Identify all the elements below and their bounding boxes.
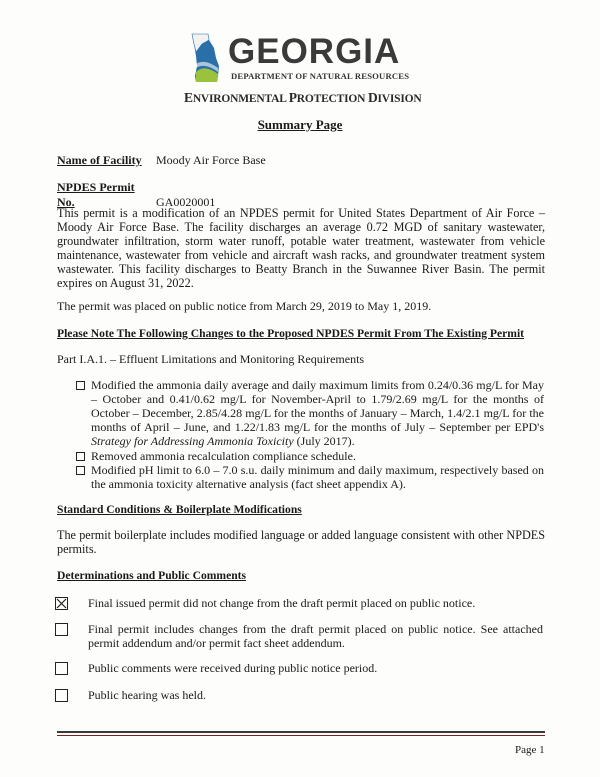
standard-heading: Standard Conditions & Boilerplate Modifications (57, 503, 302, 516)
determination-text: Final permit includes changes from the draft permit placed on public notice. See attached permit addendum and/or permit fact sheet addendum. (88, 622, 543, 650)
department-name: DEPARTMENT OF NATURAL RESOURCES (231, 71, 410, 81)
bullet-box-icon (76, 381, 85, 390)
standard-text: The permit boilerplate includes modified language or added language consistent with other NPDES permits. (57, 528, 545, 556)
bullet-box-icon (76, 466, 85, 475)
determination-text: Public comments were received during public notice period. (88, 661, 378, 675)
division-name: ENVIRONMENTAL PROTECTION DIVISION (184, 90, 422, 105)
permit-label: NPDES Permit No. (57, 180, 135, 209)
checkbox[interactable] (55, 623, 68, 636)
public-notice-text: The permit was placed on public notice from March 29, 2019 to May 1, 2019. (57, 299, 432, 313)
checked-checkbox[interactable] (55, 597, 68, 610)
page-title: Summary Page (257, 117, 343, 132)
changes-heading: Please Note The Following Changes to the Proposed NPDES Permit From The Existing Permit (57, 327, 525, 340)
change-item: Removed ammonia recalculation compliance schedule. (76, 449, 544, 463)
facility-label: Name of Facility (57, 153, 142, 167)
footer-rule-accent (57, 735, 545, 736)
checkbox[interactable] (55, 689, 68, 702)
determination-text: Final issued permit did not change from the draft permit placed on public notice. (88, 596, 476, 610)
determination-text: Public hearing was held. (88, 688, 206, 702)
footer-rule (57, 731, 545, 733)
change-item: Modified pH limit to 6.0 – 7.0 s.u. daily minimum and daily maximum, respectively based on the ammonia toxicity alternative analysis (fact sheet appendix A). (76, 463, 544, 491)
facility-value: Moody Air Force Base (156, 153, 266, 167)
georgia-state-logo (186, 32, 222, 84)
checkbox[interactable] (55, 662, 68, 675)
org-name: GEORGIA (228, 32, 401, 71)
part-label: Part I.A.1. – Effluent Limitations and Monitoring Requirements (57, 352, 365, 366)
bullet-box-icon (76, 452, 85, 461)
permit-value: GA0020001 (156, 195, 216, 209)
page-number: Page 1 (515, 744, 545, 756)
x-mark-icon (56, 598, 67, 609)
determinations-heading: Determinations and Public Comments (57, 569, 247, 582)
facility-field (57, 153, 266, 168)
intro-paragraph: This permit is a modification of an NPDES permit for United States Department of Air Force – Moody Air Force Base. The facility discharges an average 0.72 MGD of sanitary wastewater, groundwater infiltration, storm water runoff, potable water treatment, wastewater from vehicle maintenance, wastewater from vehicle and aircraft wash racks, and groundwater treatment system wastewater. This facility discharges to Beatty Branch in the Suwannee River Basin. The permit expires on August 31, 2022. (57, 206, 545, 290)
change-item: Modified the ammonia daily average and daily maximum limits from 0.24/0.36 mg/L for May – October and 0.41/0.62 mg/L for November-April to 1.79/2.69 mg/L for the months of October – December, 2.85/4.28 mg/L for the months of January – March, 1.4/2.1 mg/L for the months of April – June, and 1.22/1.83 mg/L for the months of July – September per EPD's Strategy for Addressing Ammonia Toxicity (July 2017). (76, 378, 544, 448)
